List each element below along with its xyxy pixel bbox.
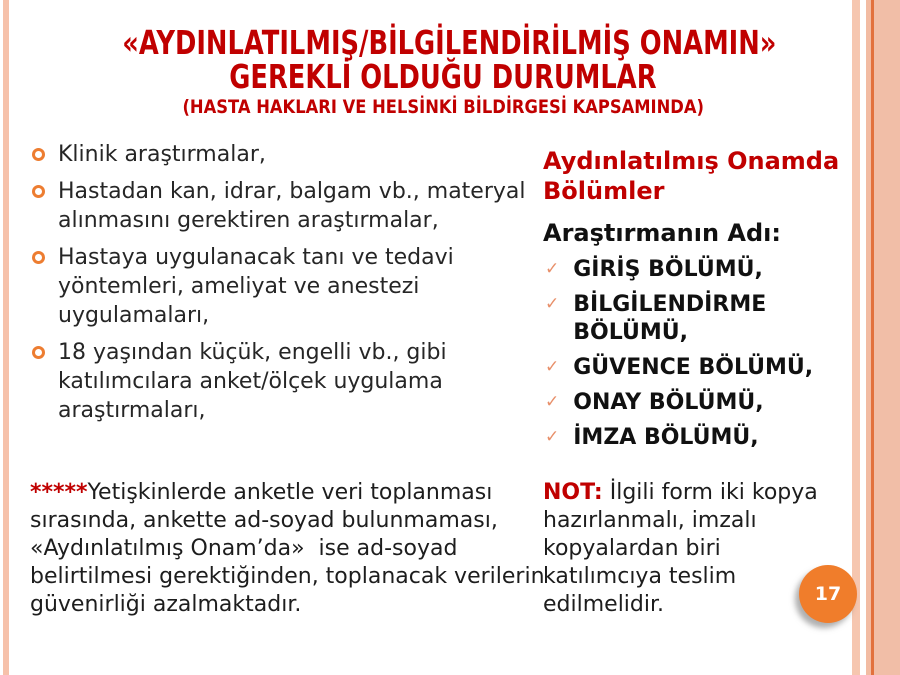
- bullet-item: [30, 243, 535, 330]
- right-subheading: Araştırmanın Adı:: [543, 219, 781, 247]
- bullet-item: [30, 140, 535, 169]
- bullet-text: 18 yaşından küçük, engelli vb., gibi katılımcılara anket/ölçek uygulama araştırmaları,: [58, 340, 447, 423]
- right-heading: Aydınlatılmış Onamda Bölümler: [543, 147, 840, 205]
- ring-icon: [32, 148, 45, 161]
- left-column: [30, 140, 535, 433]
- title-line-1: «AYDINLATILMIŞ/BİLGİLENDİRİLMİŞ ONAMIN»: [122, 23, 777, 62]
- check-item: [543, 389, 851, 417]
- check-icon: ✓: [545, 357, 560, 377]
- check-text: İMZA BÖLÜMÜ,: [573, 425, 759, 450]
- check-text: GİRİŞ BÖLÜMÜ,: [573, 257, 763, 282]
- bullet-item: [30, 338, 535, 425]
- stars-label: *****: [30, 480, 88, 505]
- right-edge-stripe-wide: [874, 0, 900, 675]
- not-label: NOT:: [543, 480, 603, 505]
- check-text: BİLGİLENDİRME BÖLÜMÜ,: [573, 292, 767, 345]
- check-item: [543, 291, 851, 347]
- check-text: ONAY BÖLÜMÜ,: [573, 390, 764, 415]
- check-icon: ✓: [545, 392, 560, 412]
- ring-icon: [32, 346, 45, 359]
- check-list: [543, 256, 851, 452]
- slide-title: [30, 23, 856, 120]
- check-text: GÜVENCE BÖLÜMÜ,: [573, 355, 814, 380]
- bullet-text: Klinik araştırmalar,: [58, 142, 266, 167]
- bullet-list: [30, 140, 535, 425]
- page-number-badge: [799, 565, 857, 623]
- right-column: [543, 146, 851, 459]
- ring-icon: [32, 251, 45, 264]
- right-note-text: İlgili form iki kopya hazırlanmalı, imzalı kopyalardan biri katılımcıya teslim edilmelidir.: [543, 480, 818, 617]
- page-number: 17: [814, 583, 842, 605]
- bullet-text: Hastadan kan, idrar, balgam vb., materyal alınmasını gerektiren araştırmalar,: [58, 179, 526, 233]
- title-line-2: GEREKLİ OLDUĞU DURUMLAR: [229, 57, 657, 96]
- check-icon: ✓: [545, 294, 560, 314]
- left-edge-stripe: [3, 0, 9, 675]
- left-note-text: Yetişkinlerde anketle veri toplanması sırasında, ankette ad-soyad bulunmaması, «Aydınlatılmış Onam’da» ise ad-soyad belirtilmesi gerektiğinden, toplanacak verilerin güvenirliği azalmaktadır.: [30, 480, 545, 617]
- check-item: [543, 424, 851, 452]
- ring-icon: [32, 185, 45, 198]
- check-icon: ✓: [545, 259, 560, 279]
- bullet-item: [30, 177, 535, 235]
- title-line-3: (HASTA HAKLARI VE HELSİNKİ BİLDİRGESİ KAPSAMINDA): [182, 96, 704, 118]
- right-note: [543, 479, 828, 619]
- check-item: [543, 256, 851, 284]
- check-icon: ✓: [545, 427, 560, 447]
- check-item: [543, 354, 851, 382]
- left-note: [30, 479, 546, 619]
- bullet-text: Hastaya uygulanacak tanı ve tedavi yöntemleri, ameliyat ve anestezi uygulamaları,: [58, 245, 454, 328]
